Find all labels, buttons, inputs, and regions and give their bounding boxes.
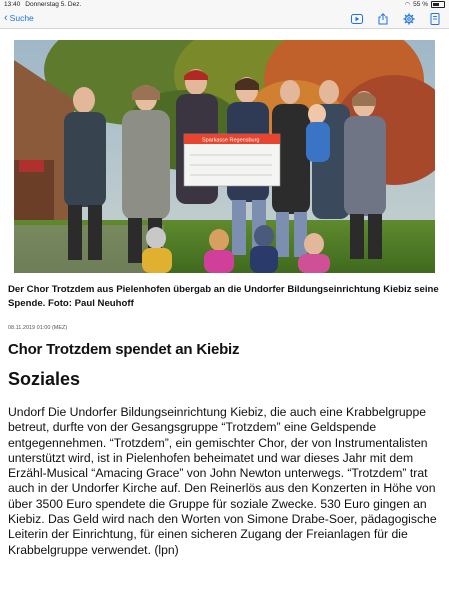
status-right [405, 1, 445, 8]
publish-date: 08.11.2019 01:00 (MEZ) [8, 325, 68, 331]
section-title: Soziales [8, 369, 81, 389]
battery-icon [431, 1, 445, 8]
navigation-bar [0, 11, 449, 29]
article-body: Undorf Die Undorfer Bildungseinrichtung Kiebiz, die auch eine Krabbelgruppe betreut, durfte von der Gesangsgruppe “Trotzdem” eine Geldspende entgegennehmen. “Trotzdem”, ein gemischter Chor, der von Instrumentalisten unterstützt wird, ist in Pielenhofen beheimatet und war dieses Jahr mit dem Erzähl-Musical “Amacing Grace” von John Newton unterwegs. “Trotzdem” trat auch in der Undorfer Kirche auf. Den Reinerlös aus den Konzerten in Höhe von über 3500 Euro spendete die Gruppe für soziale Zwecke. 530 Euro gingen an Kiebiz. Das Geld wird nach den Worten von Simone Drabe-Soer, pädagogische Leiterin der Einrichtung, für einen sicheren Zugang der Freianlagen für die Krabbelgruppe verwendet. (lpn) [8, 405, 437, 557]
status-date: Donnerstag 5. Dez. [25, 1, 82, 8]
wifi-icon: ◠ [404, 2, 411, 8]
back-label: Suche [9, 13, 34, 23]
battery-percent: 55 % [413, 1, 428, 8]
article-headline: Chor Trotzdem spendet an Kiebiz [8, 341, 240, 358]
chevron-left-icon: ‹ [4, 12, 8, 24]
cheque-sign-text: Sparkasse Regensburg [202, 137, 260, 144]
group-photo-illustration [14, 40, 435, 273]
share-icon[interactable] [377, 13, 389, 25]
back-button[interactable] [4, 13, 34, 23]
play-icon[interactable] [351, 13, 363, 25]
status-bar [0, 0, 449, 11]
photo-caption: Der Chor Trotzdem aus Pielenhofen übergab an die Undorfer Bildungseinrichtung Kiebiz seine Spende. Foto: Paul Neuhoff [8, 284, 439, 309]
toolbar-icons [351, 13, 441, 25]
article-photo [14, 40, 435, 273]
settings-icon[interactable] [403, 13, 415, 25]
bookmark-icon[interactable] [429, 13, 441, 25]
status-time: 13:40 Donnerstag 5. Dez. [4, 1, 82, 8]
